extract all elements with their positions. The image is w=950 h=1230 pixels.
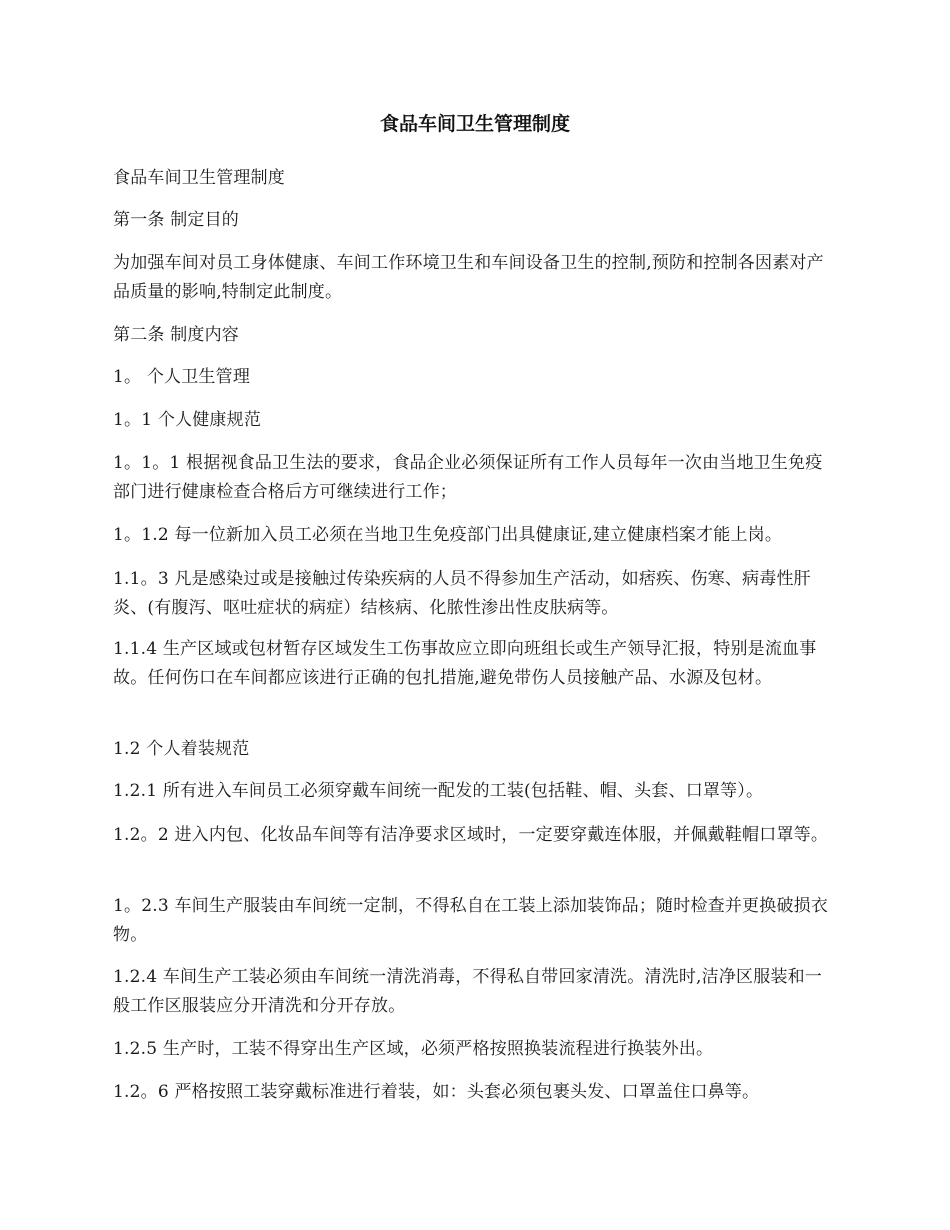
paragraph-1-2-2: 1.2。2 进入内包、化妆品车间等有洁净要求区域时，一定要穿戴连体服，并佩戴鞋帽口罩等。: [113, 825, 829, 845]
paragraph-section-1-1: 1。1 个人健康规范: [113, 410, 262, 430]
paragraph-section-1-2: 1.2 个人着装规范: [113, 739, 250, 759]
document-title: 食品车间卫生管理制度: [379, 113, 570, 135]
paragraph-1-1-4: 1.1.4 生产区域或包材暂存区域发生工伤事故应立即向班组长或生产领导汇报，特别是流血事故。任何伤口在车间都应该进行正确的包扎措施,避免带伤人员接触产品、水源及包材。: [113, 639, 817, 688]
paragraph-1-1-1: 1。1。1 根据视食品卫生法的要求，食品企业必须保证所有工作人员每年一次由当地卫生免疫部门进行健康检查合格后方可继续进行工作；: [113, 453, 823, 502]
paragraph-1-1-3: 1.1。3 凡是感染过或是接触过传染疾病的人员不得参加生产活动，如痞疾、伤寒、病毒性肝炎、(有腹泻、呕吐症状的病症）结核病、化脓性渗出性皮肤病等。: [113, 569, 811, 618]
paragraph-article-1-heading: 第一条 制定目的: [113, 210, 240, 230]
paragraph-purpose: 为加强车间对员工身体健康、车间工作环境卫生和车间设备卫生的控制,预防和控制各因素对产品质量的影响,特制定此制度。: [113, 253, 824, 302]
paragraph-1-2-5: 1.2.5 生产时，工装不得穿出生产区域，必须严格按照换装流程进行换装外出。: [113, 1039, 714, 1059]
paragraph-1-2-3: 1。2.3 车间生产服装由车间统一定制，不得私自在工装上添加装饰品；随时检查并更换破损衣物。: [113, 896, 829, 945]
paragraph-1-2-1: 1.2.1 所有进入车间员工必须穿戴车间统一配发的工装(包括鞋、帽、头套、口罩等）。: [113, 781, 764, 801]
paragraph-1-2-4: 1.2.4 车间生产工装必须由车间统一清洗消毒，不得私自带回家清洗。清洗时,洁净区服装和一般工作区服装应分开清洗和分开存放。: [113, 967, 823, 1016]
paragraph-section-1: 1。 个人卫生管理: [113, 367, 251, 387]
paragraph-1-1-2: 1。1.2 每一位新加入员工必须在当地卫生免疫部门出具健康证,建立健康档案才能上岗。: [113, 525, 783, 545]
paragraph-1-2-6: 1.2。6 严格按照工装穿戴标准进行着装，如：头套必须包裹头发、口罩盖住口鼻等。: [113, 1082, 760, 1102]
paragraph-article-2-heading: 第二条 制度内容: [113, 325, 240, 345]
paragraph-doc-name: 食品车间卫生管理制度: [113, 168, 285, 188]
